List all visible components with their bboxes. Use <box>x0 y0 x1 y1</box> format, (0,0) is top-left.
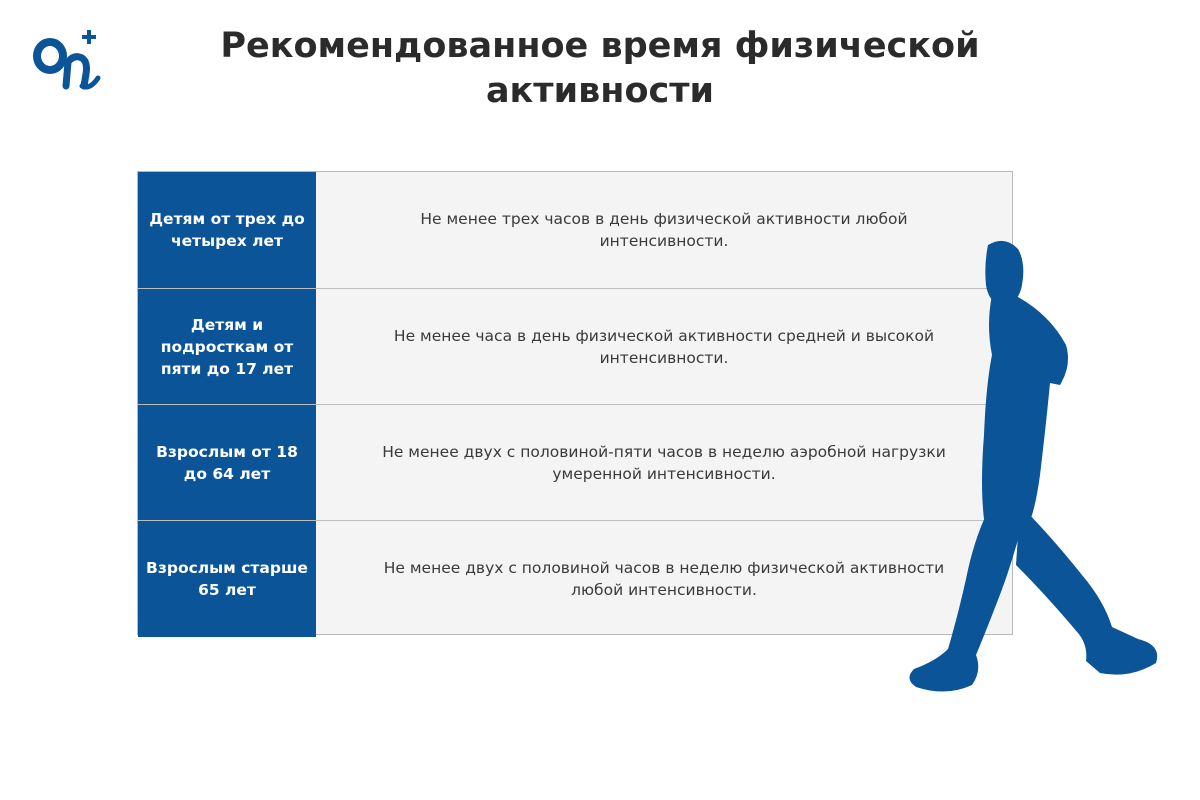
page-title: Рекомендованное время физической активности <box>220 26 980 111</box>
table-row <box>138 520 1012 637</box>
table-row <box>138 288 1012 405</box>
table-row <box>138 172 1012 288</box>
recommendation-cell: Не менее часа в день физической активности средней и высокой интенсивности. <box>393 327 935 367</box>
age-group-cell: Взрослым старше 65 лет <box>138 521 316 637</box>
recommendation-cell: Не менее трех часов в день физической активности любой интенсивности. <box>420 210 908 250</box>
walking-person-icon <box>900 235 1170 700</box>
age-group-cell: Детям от трех до четырех лет <box>138 172 316 288</box>
recommendation-cell: Не менее двух с половиной часов в неделю физической активности любой интенсивности. <box>383 559 945 599</box>
table-row <box>138 404 1012 521</box>
recommendation-cell: Не менее двух с половиной-пяти часов в неделю аэробной нагрузки умеренной интенсивности. <box>382 443 946 483</box>
on-plus-logo-icon <box>30 26 104 96</box>
age-group-cell: Взрослым от 18 до 64 лет <box>138 405 316 521</box>
activity-table <box>137 171 1013 635</box>
age-group-cell: Детям и подросткам от пяти до 17 лет <box>138 289 316 405</box>
